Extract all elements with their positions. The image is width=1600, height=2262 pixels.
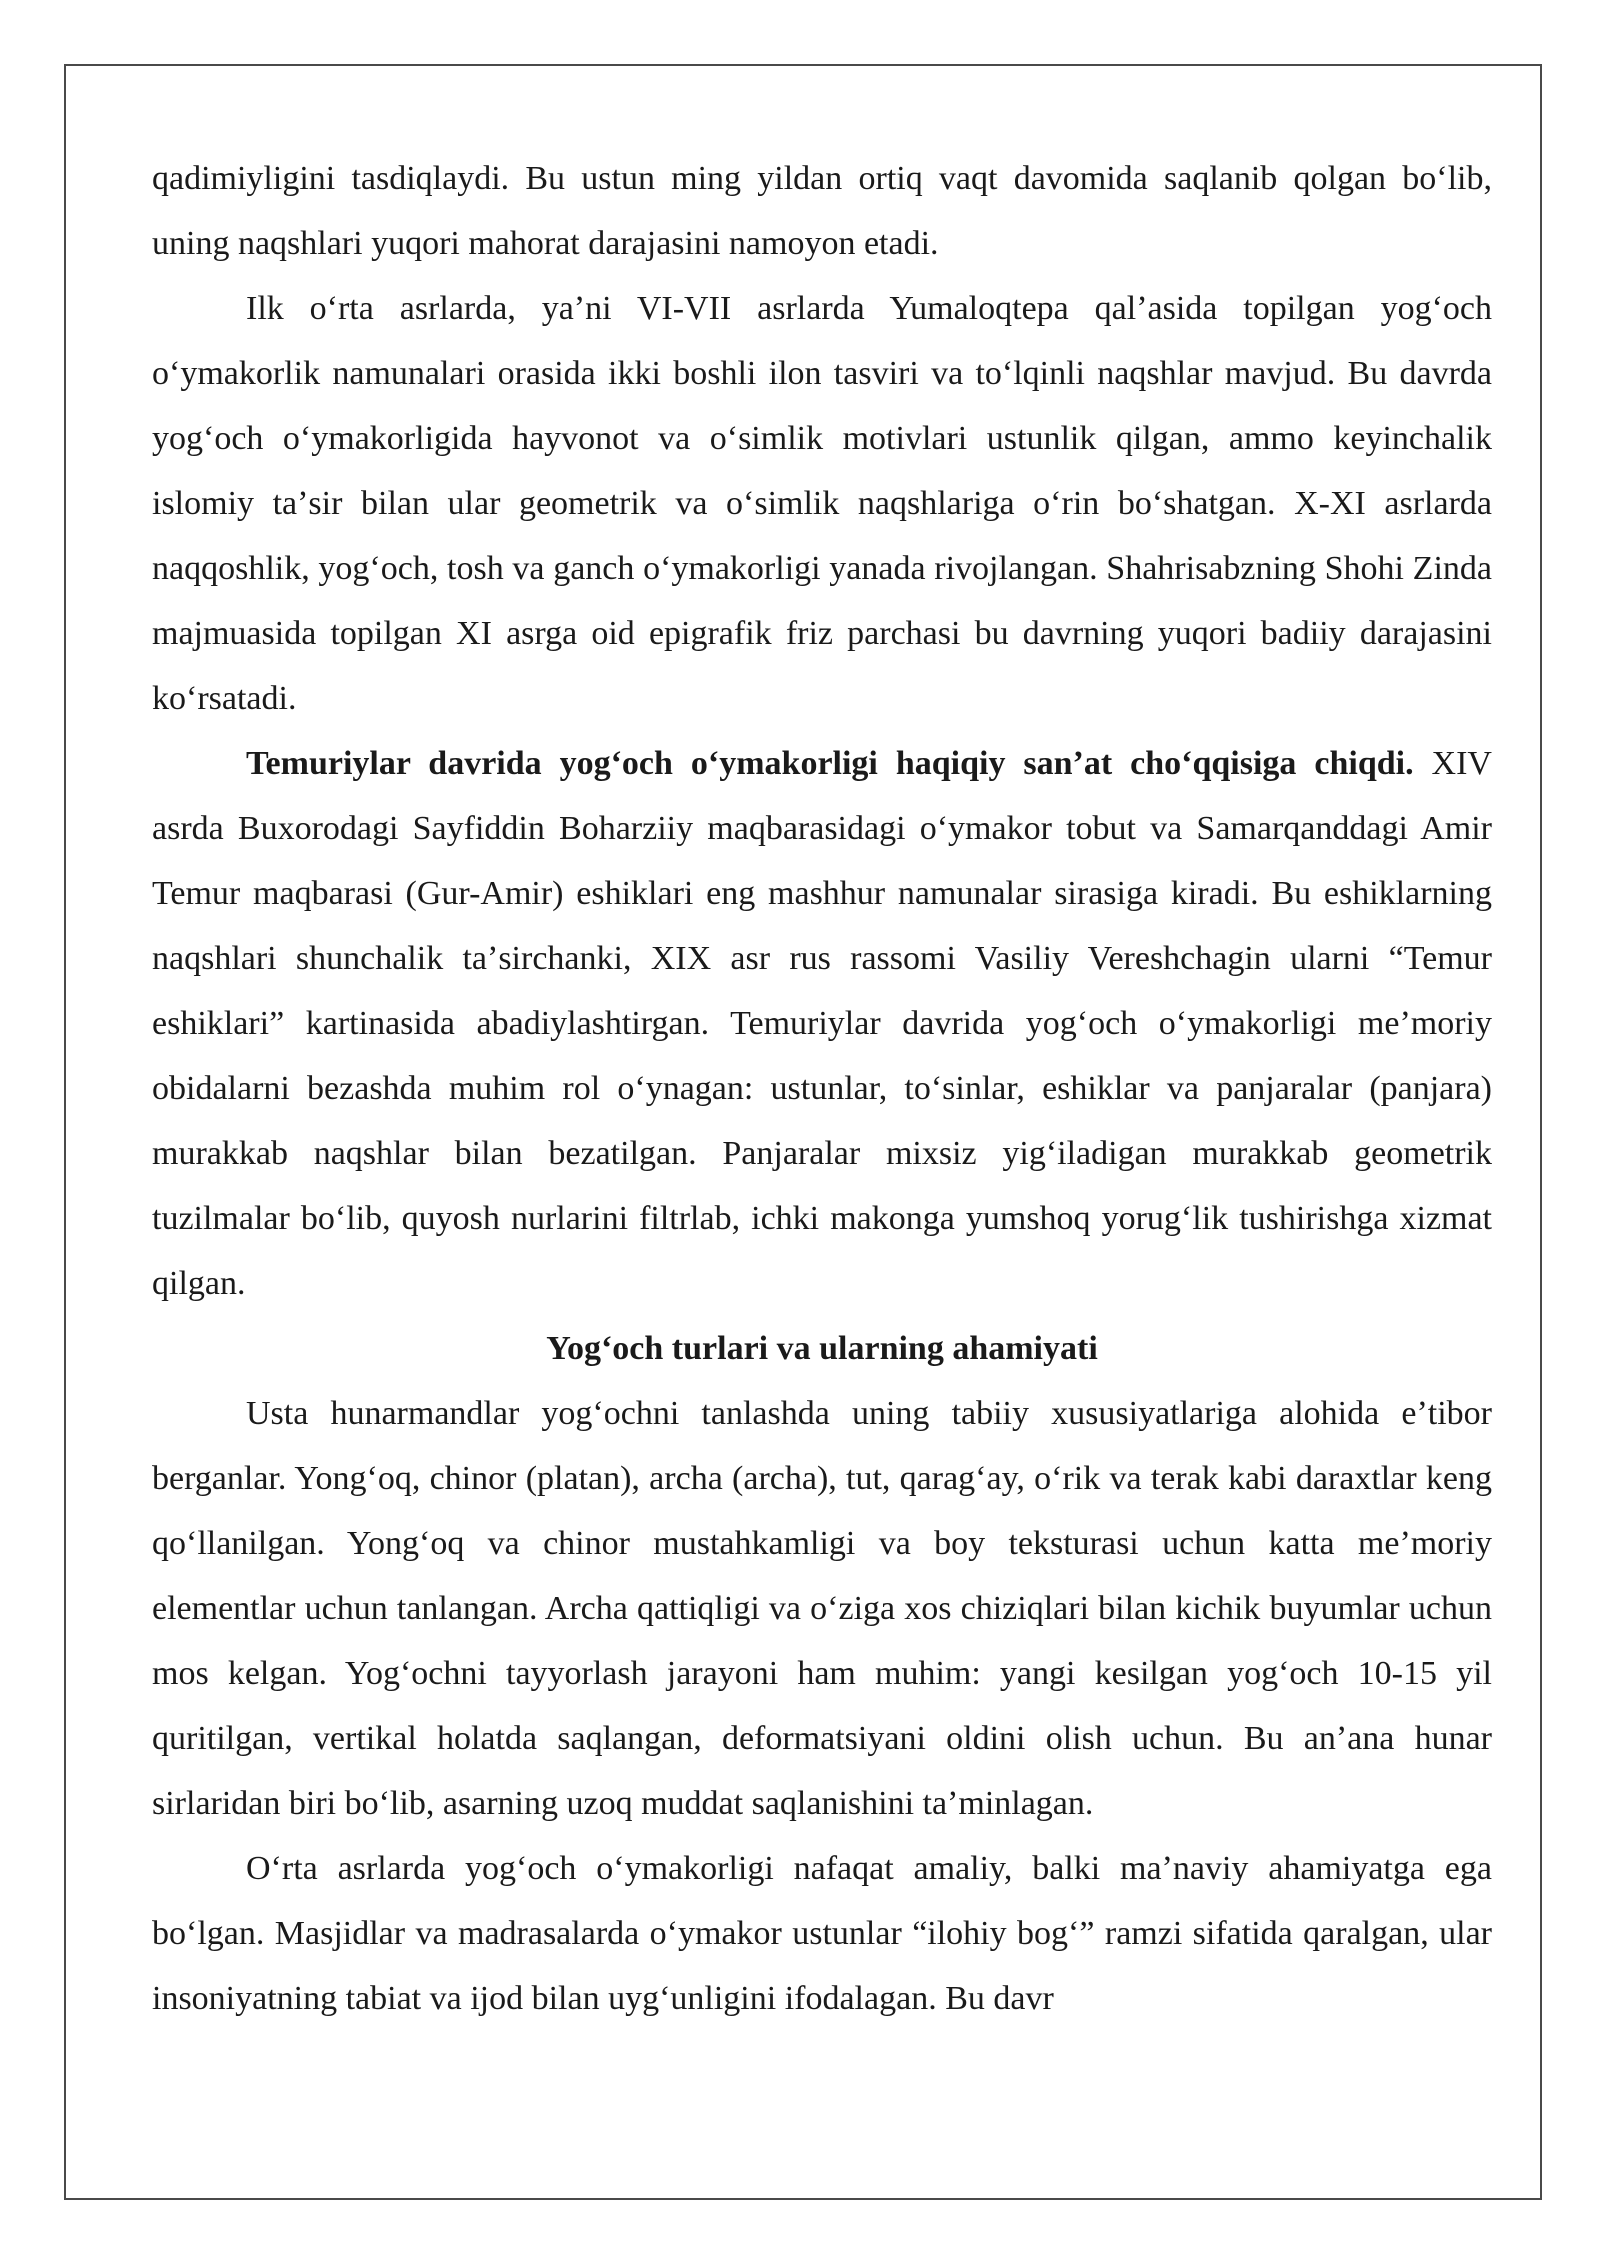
- paragraph-wood-types: Usta hunarmandlar yogʻochni tanlashda uning tabiiy xususiyatlariga alohida eʼtibor berganlar. Yongʻoq, chinor (platan), archa (archa), tut, qaragʻay, oʻrik va terak kabi daraxtlar keng qoʻllanilgan. Yongʻoq va chinor mustahkamligi va boy teksturasi uchun katta meʼmoriy elementlar uchun tanlangan. Archa qattiqligi va oʻziga xos chiziqlari bilan kichik buyumlar uchun mos kelgan. Yogʻochni tayyorlash jarayoni ham muhim: yangi kesilgan yogʻoch 10-15 yil quritilgan, vertikal holatda saqlangan, deformatsiyani oldini olish uchun. Bu anʼana hunar sirlaridan biri boʻlib, asarning uzoq muddat saqlanishini taʼminlagan.: [152, 1395, 1492, 1822]
- section-heading: Yogʻoch turlari va ularning ahamiyati: [546, 1330, 1098, 1367]
- paragraph-timurid-era: [152, 731, 1492, 1316]
- paragraph-body-text: XIV asrda Buxorodagi Sayfiddin Boharziiy maqbarasidagi oʻymakor tobut va Samarqanddagi Amir Temur maqbarasi (Gur-Amir) eshiklari eng mashhur namunalar sirasiga kiradi. Bu eshiklarning naqshlari shunchalik taʼsirchanki, XIX asr rus rassomi Vasiliy Vereshchagin ularni “Temur eshiklari” kartinasida abadiylashtirgan. Temuriylar davrida yogʻoch oʻymakorligi meʼmoriy obidalarni bezashda muhim rol oʻynagan: ustunlar, toʻsinlar, eshiklar va panjaralar (panjara) murakkab naqshlar bilan bezatilgan. Panjaralar mixsiz yigʻiladigan murakkab geometrik tuzilmalar boʻlib, quyosh nurlarini filtrlab, ichki makonga yumshoq yorugʻlik tushirishga xizmat qilgan.: [152, 745, 1492, 1302]
- paragraph-continuation: qadimiyligini tasdiqlaydi. Bu ustun ming yildan ortiq vaqt davomida saqlanib qolgan boʻlib, uning naqshlari yuqori mahorat darajasini namoyon etadi.: [152, 160, 1492, 262]
- document-body: [152, 146, 1492, 2031]
- paragraph-spiritual-significance: Oʻrta asrlarda yogʻoch oʻymakorligi nafaqat amaliy, balki maʼnaviy ahamiyatga ega boʻlgan. Masjidlar va madrasalarda oʻymakor ustunlar “ilohiy bogʻ” ramzi sifatida qaralgan, ular insoniyatning tabiat va ijod bilan uygʻunligini ifodalagan. Bu davr: [152, 1850, 1492, 2017]
- paragraph-bold-lead: Temuriylar davrida yogʻoch oʻymakorligi haqiqiy sanʼat choʻqqisiga chiqdi.: [246, 745, 1414, 782]
- paragraph-early-middle-ages: Ilk oʻrta asrlarda, yaʼni VI-VII asrlarda Yumaloqtepa qalʼasida topilgan yogʻoch oʻymakorlik namunalari orasida ikki boshli ilon tasviri va toʻlqinli naqshlar mavjud. Bu davrda yogʻoch oʻymakorligida hayvonot va oʻsimlik motivlari ustunlik qilgan, ammo keyinchalik islomiy taʼsir bilan ular geometrik va oʻsimlik naqshlariga oʻrin boʻshatgan. X-XI asrlarda naqqoshlik, yogʻoch, tosh va ganch oʻymakorligi yanada rivojlangan. Shahrisabzning Shohi Zinda majmuasida topilgan XI asrga oid epigrafik friz parchasi bu davrning yuqori badiiy darajasini koʻrsatadi.: [152, 290, 1492, 717]
